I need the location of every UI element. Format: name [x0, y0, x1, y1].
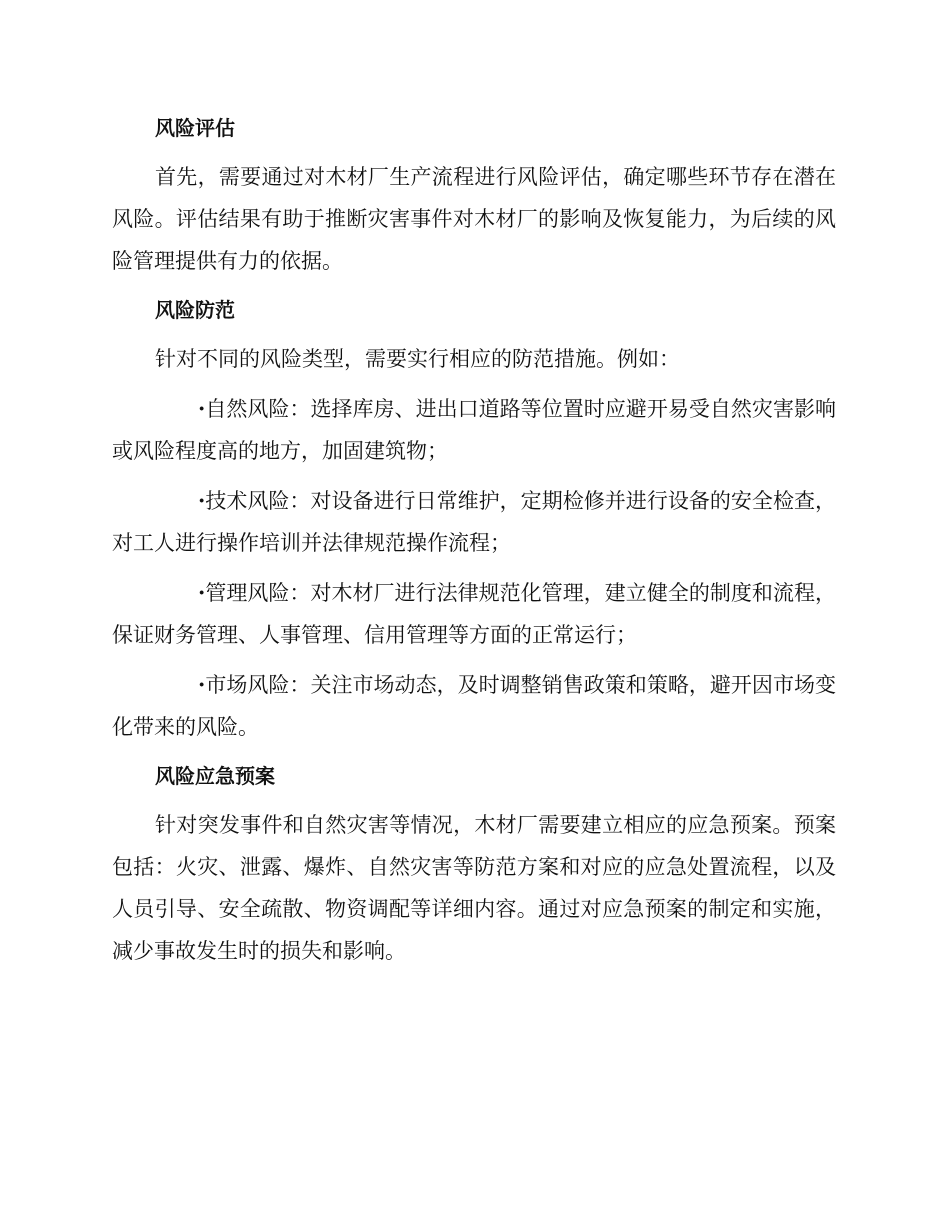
bullet-marker: · — [198, 672, 206, 697]
bullet-item-market-risk — [112, 664, 836, 748]
bullet-marker: · — [198, 396, 206, 421]
bullet-text: 自然风险：选择库房、进出口道路等位置时应避开易受自然灾害影响或风险程度高的地方，加固建筑物； — [112, 397, 836, 463]
paragraph-risk-assessment: 首先，需要通过对木材厂生产流程进行风险评估，确定哪些环节存在潜在风险。评估结果有助于推断灾害事件对木材厂的影响及恢复能力，为后续的风险管理提供有力的依据。 — [112, 165, 836, 273]
bullet-text: 市场风险：关注市场动态，及时调整销售政策和策略，避开因市场变化带来的风险。 — [112, 673, 836, 739]
bullet-item-management-risk — [112, 572, 836, 656]
bullet-item-technical-risk — [112, 480, 836, 564]
document-body — [112, 108, 836, 980]
section-heading-emergency-plan: 风险应急预案 — [155, 764, 275, 788]
bullet-marker: · — [198, 580, 206, 605]
bullet-item-natural-risk — [112, 388, 836, 472]
bullet-text: 管理风险：对木材厂进行法律规范化管理，建立健全的制度和流程，保证财务管理、人事管理、信用管理等方面的正常运行； — [112, 581, 836, 647]
section-heading-risk-prevention: 风险防范 — [155, 298, 235, 322]
paragraph-emergency-plan: 针对突发事件和自然灾害等情况，木材厂需要建立相应的应急预案。预案包括：火灾、泄露、爆炸、自然灾害等防范方案和对应的应急处置流程，以及人员引导、安全疏散、物资调配等详细内容。通过对应急预案的制定和实施，减少事故发生时的损失和影响。 — [112, 813, 836, 963]
bullet-marker: · — [198, 488, 206, 513]
section-heading-risk-assessment: 风险评估 — [155, 116, 235, 140]
paragraph-prevention-intro: 针对不同的风险类型，需要实行相应的防范措施。例如： — [155, 347, 680, 371]
bullet-text: 技术风险：对设备进行日常维护，定期检修并进行设备的安全检查，对工人进行操作培训并法律规范操作流程； — [112, 489, 836, 555]
